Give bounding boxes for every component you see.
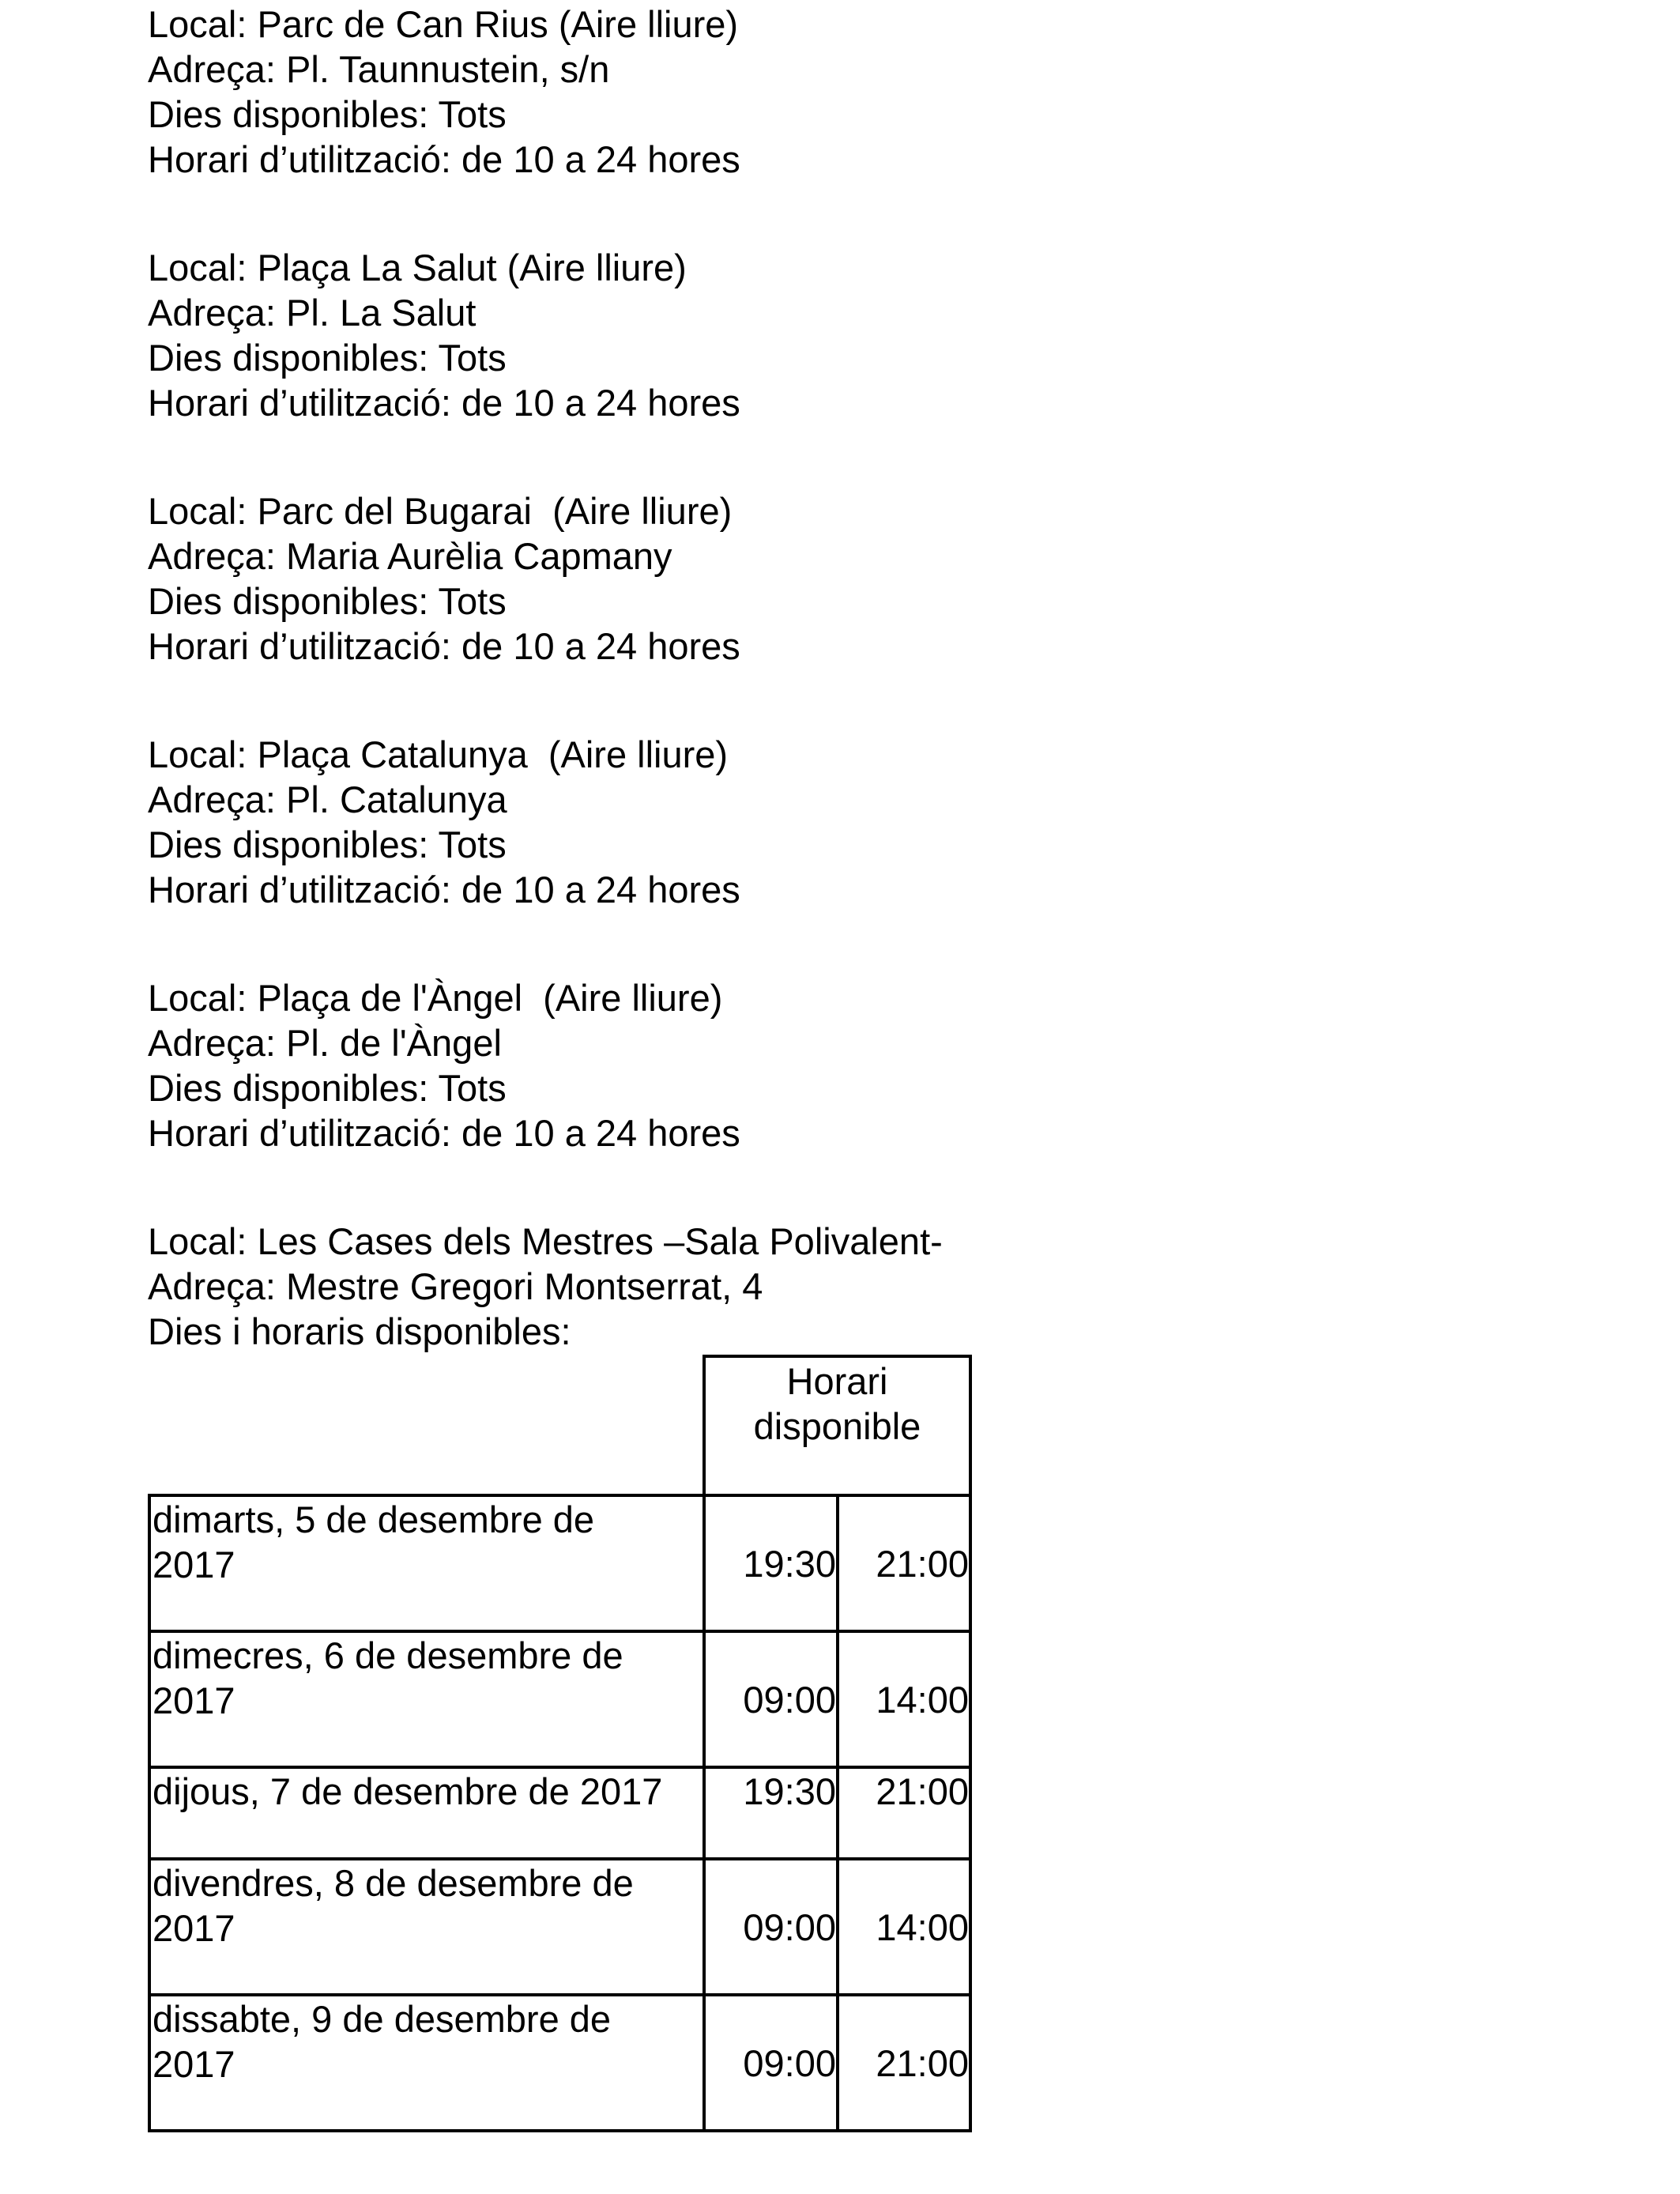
header-line-2: disponible: [753, 1405, 921, 1447]
locals-list: [148, 0, 1649, 2132]
local-block-catalunya: [148, 732, 1649, 912]
local-days: Dies disponibles: Tots: [148, 580, 507, 622]
local-address: Adreça: Mestre Gregori Montserrat, 4: [148, 1265, 763, 1307]
schedule-table: [148, 1355, 972, 2132]
day-line-2: 2017: [153, 1679, 235, 1721]
document-page: [148, 0, 1649, 2132]
table-row: [149, 1995, 970, 2131]
day-cell: [149, 1859, 704, 1995]
local-hours: Horari d’utilització: de 10 a 24 hores: [148, 625, 740, 667]
start-time-cell: 19:30: [704, 1495, 838, 1631]
local-days-hours-label: Dies i horaris disponibles:: [148, 1310, 571, 1352]
start-time-cell: 09:00: [704, 1859, 838, 1995]
table-row: [149, 1859, 970, 1995]
local-days: Dies disponibles: Tots: [148, 1067, 507, 1109]
day-line-1: divendres, 8 de desembre de: [153, 1862, 634, 1904]
header-line-1: Horari: [786, 1360, 888, 1402]
end-time-cell: 14:00: [838, 1631, 970, 1767]
local-hours: Horari d’utilització: de 10 a 24 hores: [148, 1112, 740, 1154]
local-address: Adreça: Pl. La Salut: [148, 292, 477, 334]
day-cell: [149, 1631, 704, 1767]
local-days: Dies disponibles: Tots: [148, 824, 507, 865]
local-name: Local: Les Cases dels Mestres –Sala Polivalent-: [148, 1220, 943, 1262]
start-time-cell: 09:00: [704, 1995, 838, 2131]
local-days: Dies disponibles: Tots: [148, 93, 507, 135]
day-line-1: dissabte, 9 de desembre de: [153, 1998, 612, 2040]
local-hours: Horari d’utilització: de 10 a 24 hores: [148, 869, 740, 910]
day-line-1: dimarts, 5 de desembre de: [153, 1498, 595, 1540]
schedule-header-row: [149, 1356, 970, 1495]
end-time-cell: 21:00: [838, 1767, 970, 1859]
header-empty-cell: [149, 1356, 704, 1495]
day-line-2: 2017: [153, 1907, 235, 1949]
table-row: [149, 1631, 970, 1767]
day-line-2: 2017: [153, 1544, 235, 1585]
local-block-la-salut: [148, 245, 1649, 425]
end-time-cell: 21:00: [838, 1495, 970, 1631]
local-name: Local: Plaça de l'Àngel (Aire lliure): [148, 977, 723, 1019]
local-address: Adreça: Pl. de l'Àngel: [148, 1022, 502, 1064]
local-address: Adreça: Pl. Taunnustein, s/n: [148, 48, 610, 90]
end-time-cell: 21:00: [838, 1995, 970, 2131]
local-block-can-rius: [148, 2, 1649, 182]
start-time-cell: 19:30: [704, 1767, 838, 1859]
local-block-angel: [148, 975, 1649, 1155]
table-row: [149, 1767, 970, 1859]
local-name: Local: Plaça La Salut (Aire lliure): [148, 247, 687, 288]
local-address: Adreça: Maria Aurèlia Capmany: [148, 535, 672, 577]
day-cell: [149, 1495, 704, 1631]
local-name: Local: Parc del Bugarai (Aire lliure): [148, 490, 733, 532]
local-block-bugarai: [148, 488, 1649, 669]
table-row: [149, 1495, 970, 1631]
day-line-1: dimecres, 6 de desembre de: [153, 1634, 623, 1676]
day-cell: [149, 1767, 704, 1859]
day-line-1: dijous, 7 de desembre de 2017: [153, 1770, 663, 1812]
local-name: Local: Parc de Can Rius (Aire lliure): [148, 3, 739, 45]
day-cell: [149, 1995, 704, 2131]
local-block-cases-mestres: [148, 1219, 1649, 2132]
end-time-cell: 14:00: [838, 1859, 970, 1995]
local-days: Dies disponibles: Tots: [148, 337, 507, 379]
local-name: Local: Plaça Catalunya (Aire lliure): [148, 733, 729, 775]
local-hours: Horari d’utilització: de 10 a 24 hores: [148, 138, 740, 180]
start-time-cell: 09:00: [704, 1631, 838, 1767]
local-hours: Horari d’utilització: de 10 a 24 hores: [148, 382, 740, 424]
local-address: Adreça: Pl. Catalunya: [148, 778, 507, 820]
day-line-2: 2017: [153, 2043, 235, 2085]
header-cell: [704, 1356, 970, 1495]
